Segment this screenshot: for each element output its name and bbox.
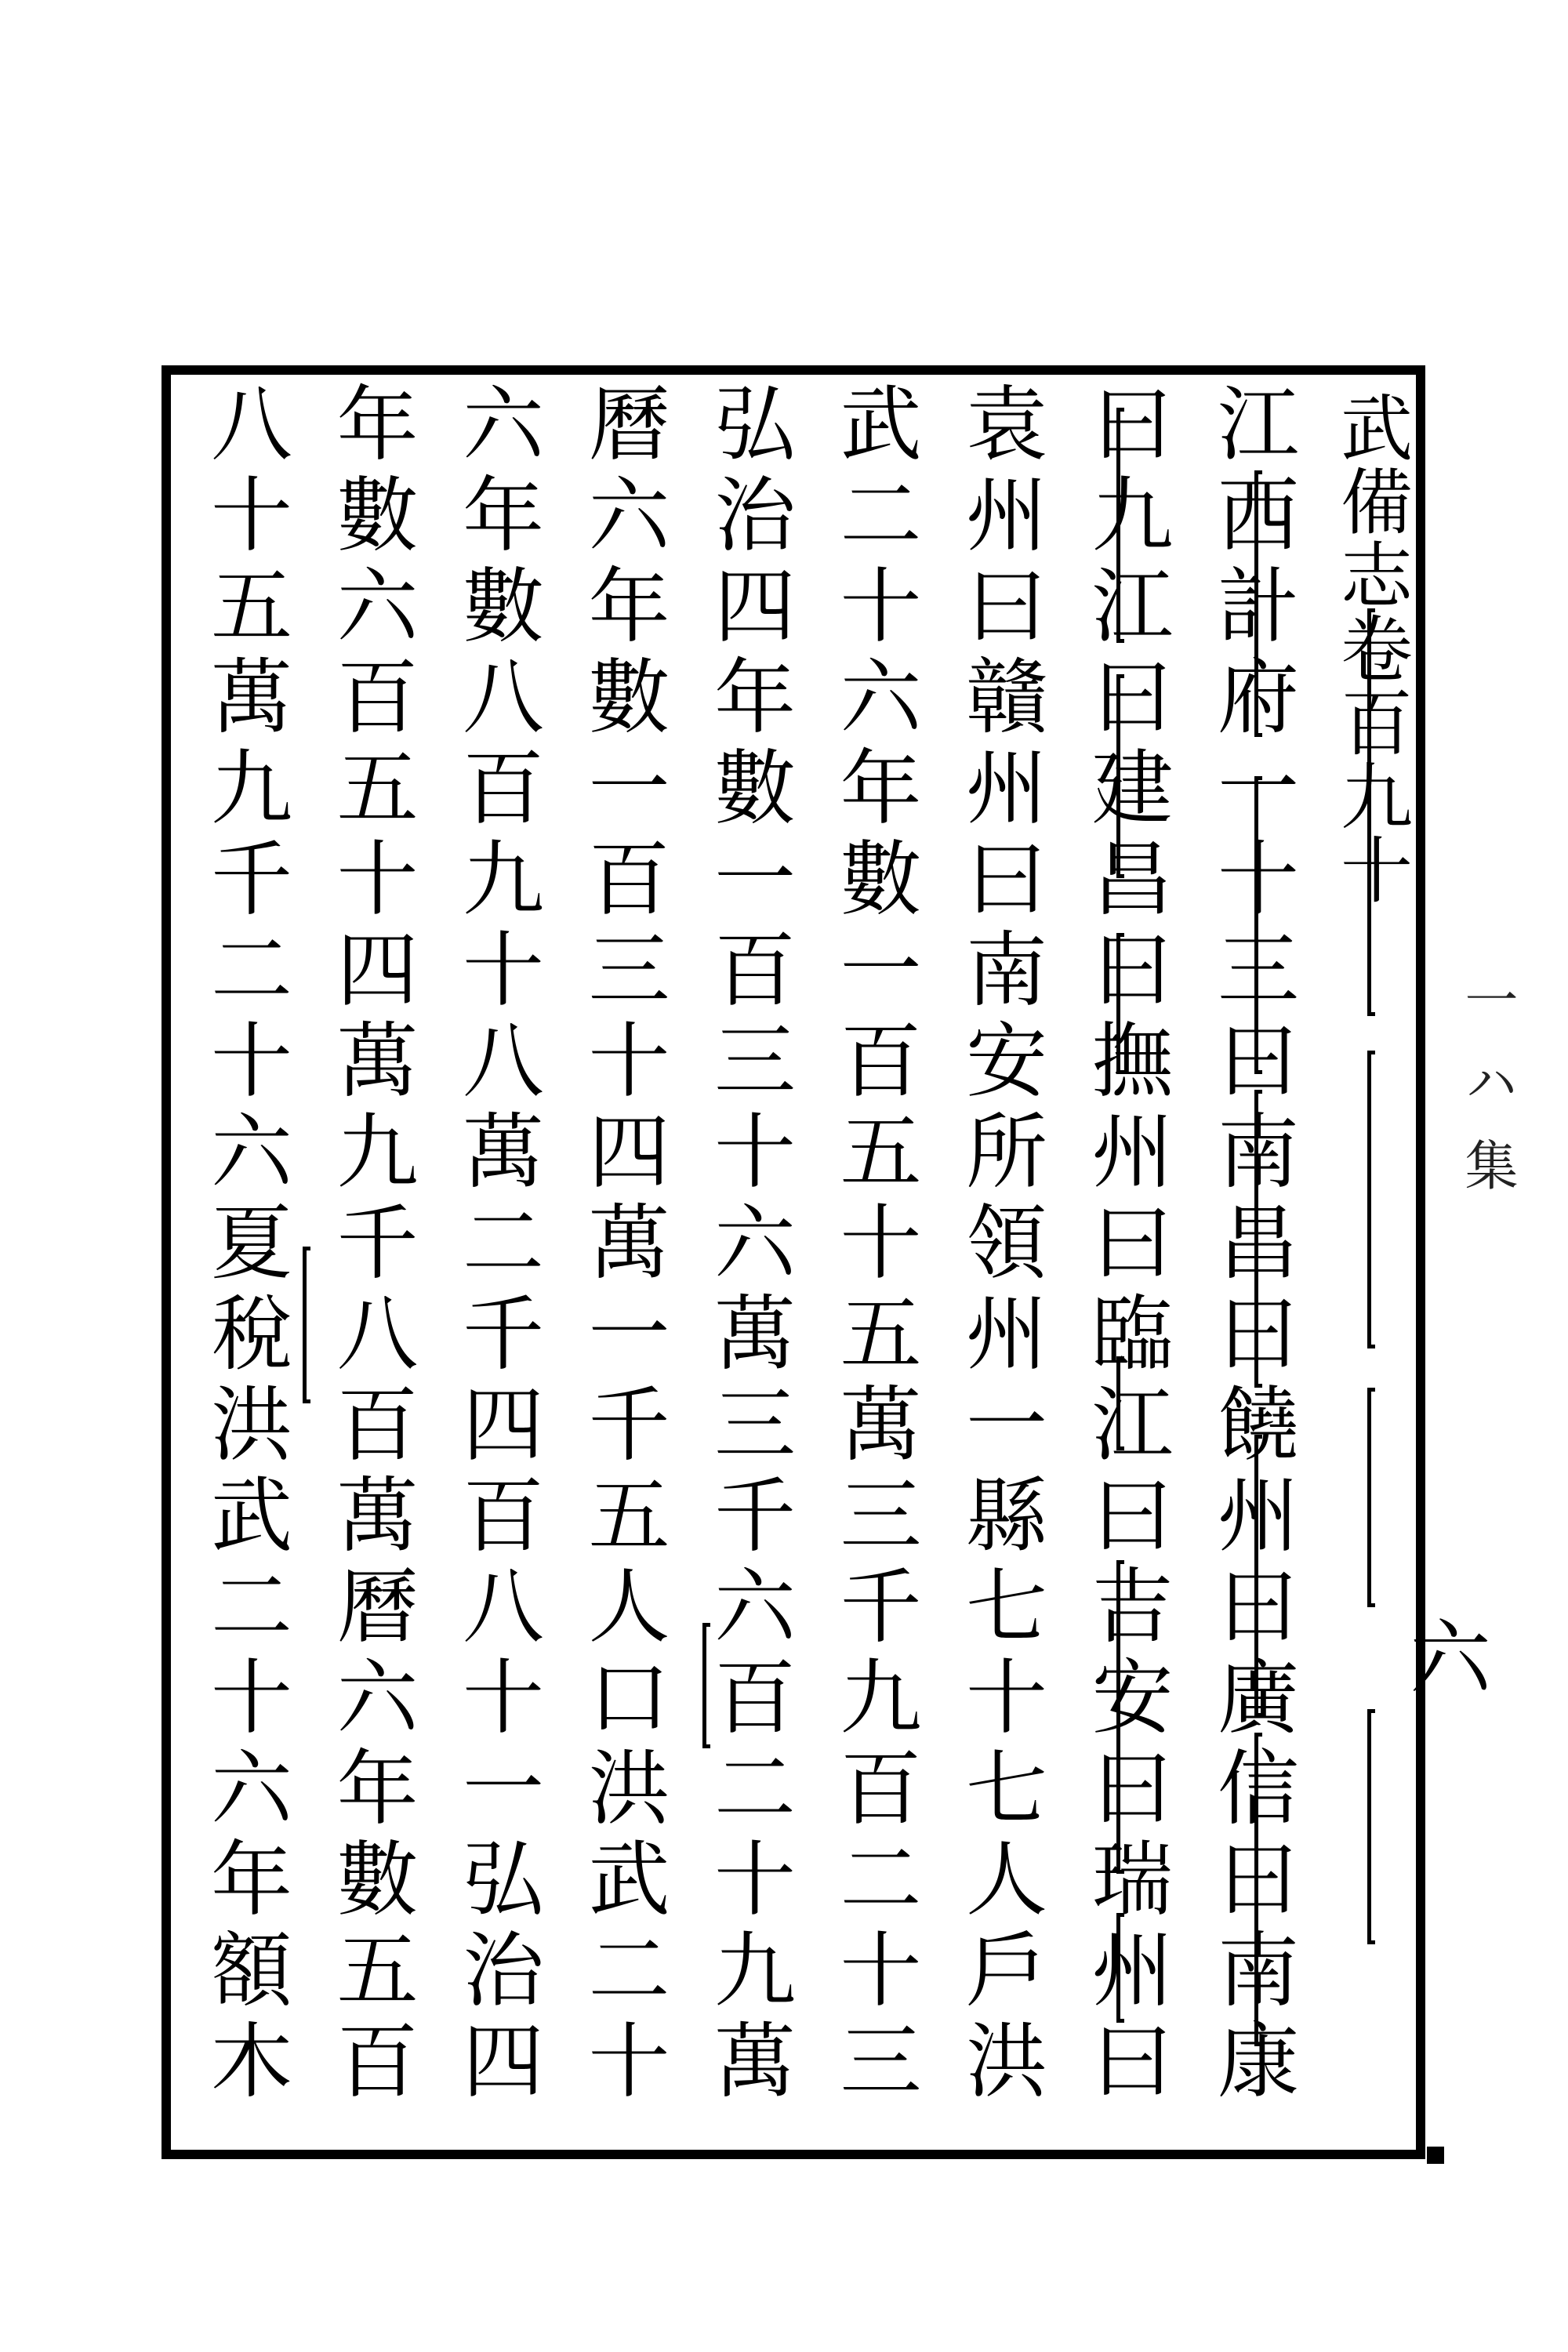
text-column-3: 袁州曰贛州曰南安所領州一縣七十七人戶洪 <box>952 381 1047 2109</box>
text-column-1: 江西計府一十三曰南昌曰饒州曰廣信曰南康 <box>1203 381 1299 2109</box>
margin-book-title: 武備志卷百九十 <box>1329 390 1413 906</box>
text-column-7: 六年數八百九十八萬二千四百八十一弘治四 <box>448 381 544 2109</box>
margin-side-note: 一 ハ 集 <box>1456 972 1518 1198</box>
page-number: 六 <box>1409 1610 1491 1706</box>
text-body <box>191 381 1305 2134</box>
text-column-5: 弘治四年數一百三十六萬三千六百二十九萬 <box>700 381 796 2109</box>
text-column-8: 年數六百五十四萬九千八百萬曆六年數五百 <box>322 381 419 2109</box>
text-column-9: 八十五萬九千二十六夏稅洪武二十六年額木 <box>197 381 292 2109</box>
corner-mark <box>1427 2147 1444 2164</box>
text-column-6: 曆六年數一百三十四萬一千五人口洪武二十 <box>574 381 670 2109</box>
text-column-2: 曰九江曰建昌曰撫州曰臨江曰吉安曰瑞州曰 <box>1077 381 1174 2109</box>
text-column-4: 武二十六年數一百五十五萬三千九百二十三 <box>826 381 922 2109</box>
